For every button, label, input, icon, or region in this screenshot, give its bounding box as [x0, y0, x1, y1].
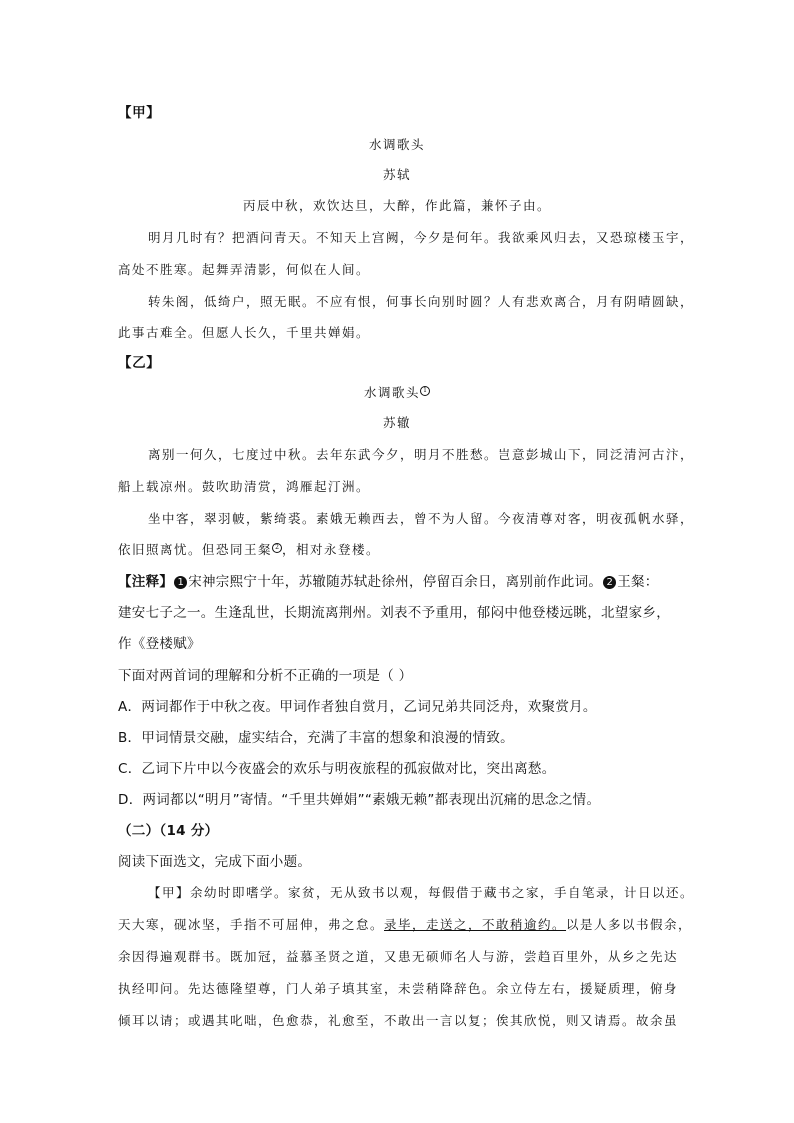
- poem-jia-line: 高处不胜寒。起舞弄清影，何似在人间。: [118, 262, 371, 277]
- footnote-marker-1: 1: [420, 386, 430, 396]
- poem-yi-author: 苏辙: [382, 415, 411, 430]
- passage-line-2: 天大寒，砚冰坚，手指不可屈伸，弗之怠。录毕，走送之，不敢稍逾约。以是人多以书假余，: [118, 917, 693, 932]
- poem-yi-line-last: 依旧照离忧。但恐同王粲 2 ，相对永登楼。: [118, 542, 381, 557]
- option-b: B．甲词情景交融，虚实结合，充满了丰富的想象和浪漫的情致。: [118, 730, 514, 746]
- poem-yi-title-line: [0, 384, 794, 402]
- option-d: D．两词都以“明月”寄情。“千里共婵娟”“素娥无赖”都表现出沉痛的思念之情。: [118, 792, 601, 808]
- note-number-1: 1: [174, 576, 187, 589]
- underlined-sentence: 录毕，走送之，不敢稍逾约。: [384, 917, 567, 932]
- note-number-2: 2: [603, 576, 616, 589]
- option-a: A．两词都作于中秋之夜。甲词作者独自赏月，乙词兄弟共同泛舟，欢聚赏月。: [118, 699, 597, 715]
- poem-jia-line: 转朱阁，低绮户，照无眠。不应有恨，何事长向别时圆？人有悲欢离合，月有阴晴圆缺，: [148, 294, 695, 309]
- section-jia-marker: 【甲】: [118, 105, 161, 121]
- poem-yi-line: 船上载凉州。鼓吹助清赏，鸿雁起汀洲。: [118, 479, 371, 494]
- passage-line: 【甲】余幼时即嗜学。家贫，无从致书以观，每假借于藏书之家，手自笔录，计日以还。: [148, 885, 695, 900]
- poem-yi-line: 离别一何久，七度过中秋。去年东武今夕，明月不胜愁。岂意彭城山下，同泛清河古汴，: [148, 447, 695, 462]
- notes-line-1: 【注释】 1 宋神宗熙宁十年，苏辙随苏轼赴徐州，停留百余日，离别前作此词。 2 王粲：: [118, 574, 659, 590]
- passage-line: 执经叩问。先达德隆望尊，门人弟子填其室，未尝稍降辞色。余立侍左右，援疑质理，俯身: [118, 981, 679, 996]
- option-c: C．乙词下片中以今夜盛会的欢乐与明夜旅程的孤寂做对比，突出离愁。: [118, 761, 556, 777]
- poem-jia-title: 水调歌头: [368, 137, 425, 152]
- question-stem: 下面对两首词的理解和分析不正确的一项是（ ）: [118, 668, 413, 684]
- poem-jia-preface: 丙辰中秋，欢饮达旦，大醉，作此篇，兼怀子由。: [242, 198, 551, 213]
- part2-instruction: 阅读下面选文，完成下面小题。: [118, 854, 312, 870]
- poem-jia-line: 此事古难全。但愿人长久，千里共婵娟。: [118, 325, 371, 340]
- notes-label: 【注释】: [118, 574, 174, 590]
- passage-line: 余因得遍观群书。既加冠，益慕圣贤之道，又患无硕师名人与游，尝趋百里外，从乡之先达: [118, 949, 679, 964]
- footnote-marker-2: 2: [272, 543, 282, 553]
- poem-jia-line: 明月几时有？把酒问青天。不知天上宫阙，今夕是何年。我欲乘风归去，又恐琼楼玉宇，: [148, 230, 695, 245]
- poem-jia-author: 苏轼: [382, 167, 411, 182]
- notes-line-2: 建安七子之一。生逢乱世，长期流离荆州。刘表不予重用，郁闷中他登楼远眺，北望家乡，: [118, 605, 670, 621]
- section-yi-marker: 【乙】: [118, 355, 161, 371]
- poem-yi-title: 水调歌头: [363, 385, 420, 400]
- part2-heading: （二）（14 分）: [118, 823, 219, 839]
- poem-yi-line: 坐中客，翠羽帔，紫绮裘。素娥无赖西去，曾不为人留。今夜清尊对客，明夜孤帆水驿，: [148, 511, 695, 526]
- notes-line-3: 作《登楼赋》: [118, 636, 201, 652]
- passage-line: 倾耳以请；或遇其叱咄，色愈恭，礼愈至，不敢出一言以复；俟其欣悦，则又请焉。故余虽: [118, 1013, 679, 1028]
